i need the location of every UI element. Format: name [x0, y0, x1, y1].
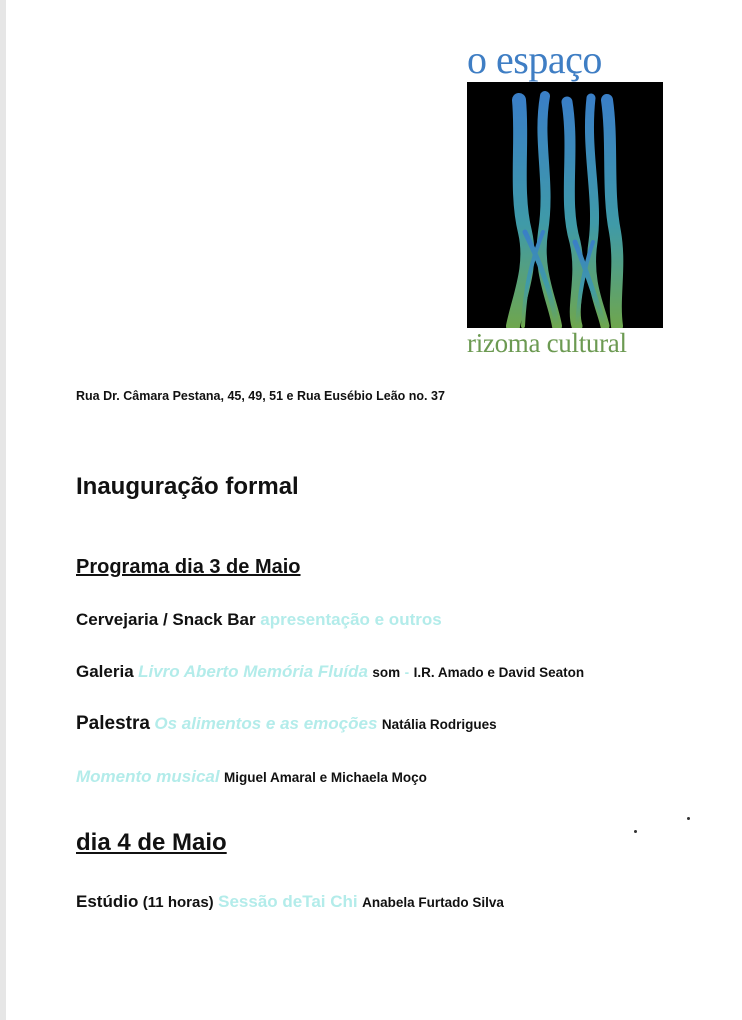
program-item-estudio: [76, 892, 504, 912]
stray-dot: [634, 830, 637, 833]
logo-roots-graphic: [467, 82, 663, 328]
item-extra-names: I.R. Amado e David Seaton: [413, 665, 585, 680]
item-time: (11 horas): [142, 894, 214, 911]
program-item-cervejaria: [76, 610, 442, 630]
day1-title: Programa dia 3 de Maio: [76, 556, 301, 578]
page-heading: Inauguração formal: [76, 473, 299, 500]
item-label: Cervejaria / Snack Bar: [76, 610, 256, 629]
page-edge: [0, 0, 6, 1020]
logo-rizoma: [467, 42, 663, 362]
item-label: Estúdio: [76, 892, 139, 911]
address-text: Rua Dr. Câmara Pestana, 45, 49, 51 e Rua Eusébio Leão no. 37: [76, 389, 445, 403]
item-label: Palestra: [76, 713, 150, 734]
item-highlight: Os alimentos e as emoções: [154, 714, 378, 733]
item-extra: Anabela Furtado Silva: [362, 895, 504, 910]
item-label: Galeria: [76, 662, 134, 681]
program-item-momento-musical: [76, 767, 427, 787]
item-highlight: Sessão deTai Chi: [218, 892, 358, 911]
item-highlight: Momento musical: [76, 767, 220, 786]
stray-dot: [687, 817, 690, 820]
item-highlight: apresentação e outros: [260, 610, 442, 629]
logo-bottom-text: rizoma cultural: [467, 328, 663, 362]
item-extra: Natália Rodrigues: [381, 717, 497, 732]
logo-top-text: o espaço: [467, 42, 663, 82]
item-extra: Miguel Amaral e Michaela Moço: [224, 770, 427, 785]
day2-title: dia 4 de Maio: [76, 829, 227, 856]
item-extra-som: som: [372, 665, 401, 680]
program-item-palestra: [76, 713, 497, 735]
item-highlight: Livro Aberto Memória Fluída: [138, 662, 368, 681]
item-separator: -: [404, 665, 410, 680]
program-item-galeria: [76, 662, 584, 682]
